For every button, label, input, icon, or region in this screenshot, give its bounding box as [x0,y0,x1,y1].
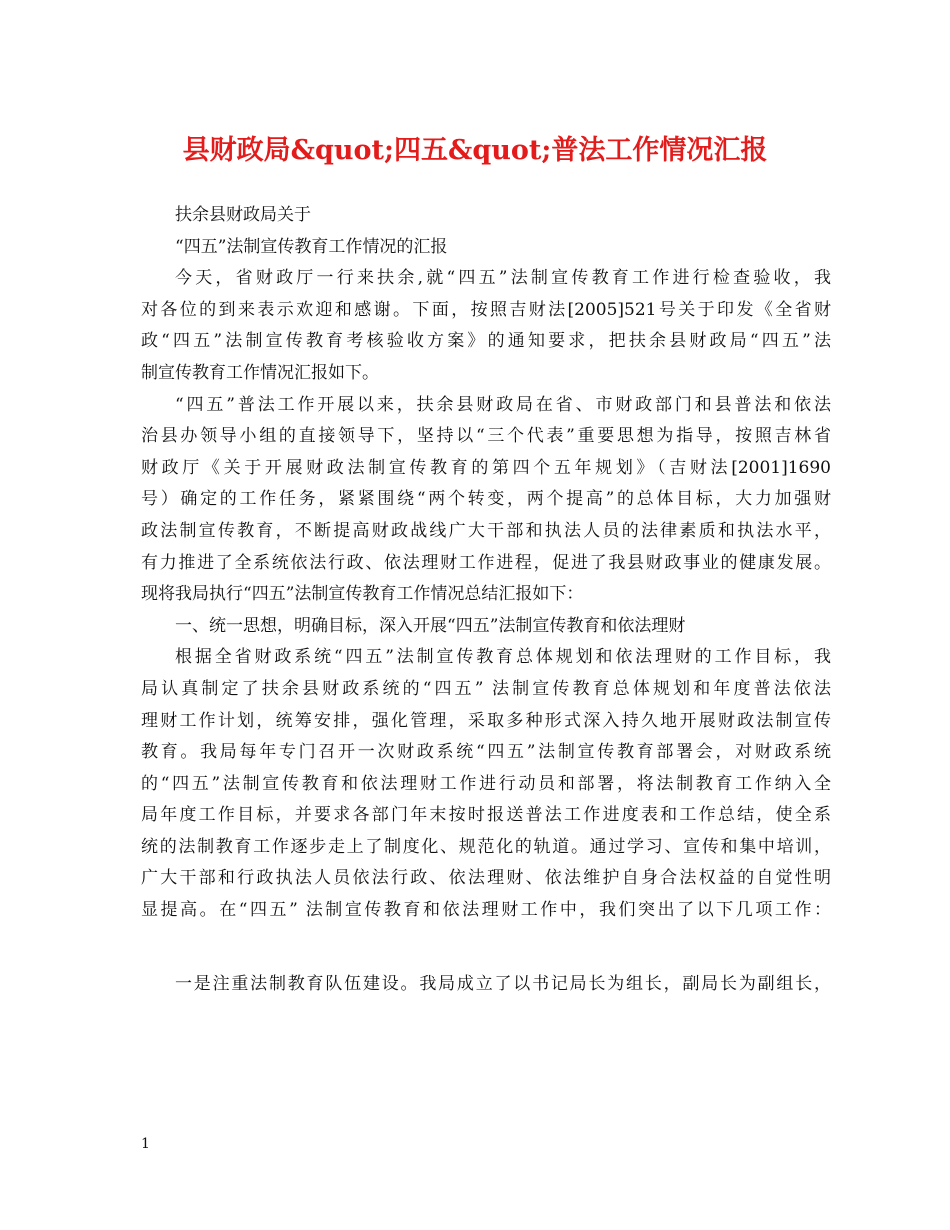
body-line: 统的法制教育工作逐步走上了制度化、规范化的轨道。通过学习、宣传和集中培训， [141,836,831,857]
page-number: 1 [141,1136,150,1152]
document-body [141,200,831,1000]
body-line: 政法制宣传教育，不断提高财政战线广大干部和执法人员的法律素质和执法水平， [141,520,831,541]
body-line: 显提高。在“四五” 法制宣传教育和依法理财工作中，我们突出了以下几项工作： [141,900,831,921]
body-line: 财政厅《关于开展财政法制宣传教育的第四个五年规划》（吉财法[2001]1690 [141,457,831,478]
body-line: 对各位的到来表示欢迎和感谢。下面，按照吉财法[2005]521号关于印发《全省财 [141,299,831,320]
body-line: 一是注重法制教育队伍建设。我局成立了以书记局长为组长，副局长为副组长， [175,973,831,994]
body-line: 制宣传教育工作情况汇报如下。 [141,362,379,383]
body-line: 有力推进了全系统依法行政、依法理财工作进程，促进了我县财政事业的健康发展。 [141,552,831,573]
body-line: 现将我局执行“四五”法制宣传教育工作情况总结汇报如下： [141,584,584,605]
body-line: 今天，省财政厅一行来扶余,就“四五”法制宣传教育工作进行检查验收，我 [175,268,831,289]
body-line: 政“四五”法制宣传教育考核验收方案》的通知要求，把扶余县财政局“四五”法 [141,331,831,352]
body-line: 的“四五”法制宣传教育和依法理财工作进行动员和部署，将法制教育工作纳入全 [141,773,831,794]
body-line: 号）确定的工作任务，紧紧围绕“两个转变，两个提高”的总体目标，大力加强财 [141,489,831,510]
body-line: 扶余县财政局关于 [175,205,311,225]
body-line: 治县办领导小组的直接领导下，坚持以“三个代表”重要思想为指导，按照吉林省 [141,426,831,447]
body-line: 局认真制定了扶余县财政系统的“四五” 法制宣传教育总体规划和年度普法依法 [141,678,831,699]
body-line: 广大干部和行政执法人员依法行政、依法理财、依法维护自身合法权益的自觉性明 [141,868,831,889]
body-line: “四五”法制宣传教育工作情况的汇报 [175,236,448,257]
document-title: 县财政局&quot;四五&quot;普法工作情况汇报 [182,135,768,166]
paragraph-gap [141,927,831,969]
body-line: 理财工作计划，统筹安排，强化管理，采取多种形式深入持久地开展财政法制宣传 [141,710,831,731]
body-line: “四五”普法工作开展以来，扶余县财政局在省、市财政部门和县普法和依法 [175,394,831,415]
section-heading: 一、统一思想，明确目标，深入开展“四五”法制宣传教育和依法理财 [175,615,686,636]
body-line: 根据全省财政系统“四五”法制宣传教育总体规划和依法理财的工作目标，我 [175,647,831,668]
body-line: 局年度工作目标，并要求各部门年末按时报送普法工作进度表和工作总结，使全系 [141,805,831,826]
body-line: 教育。我局每年专门召开一次财政系统“四五”法制宣传教育部署会，对财政系统 [141,742,831,763]
